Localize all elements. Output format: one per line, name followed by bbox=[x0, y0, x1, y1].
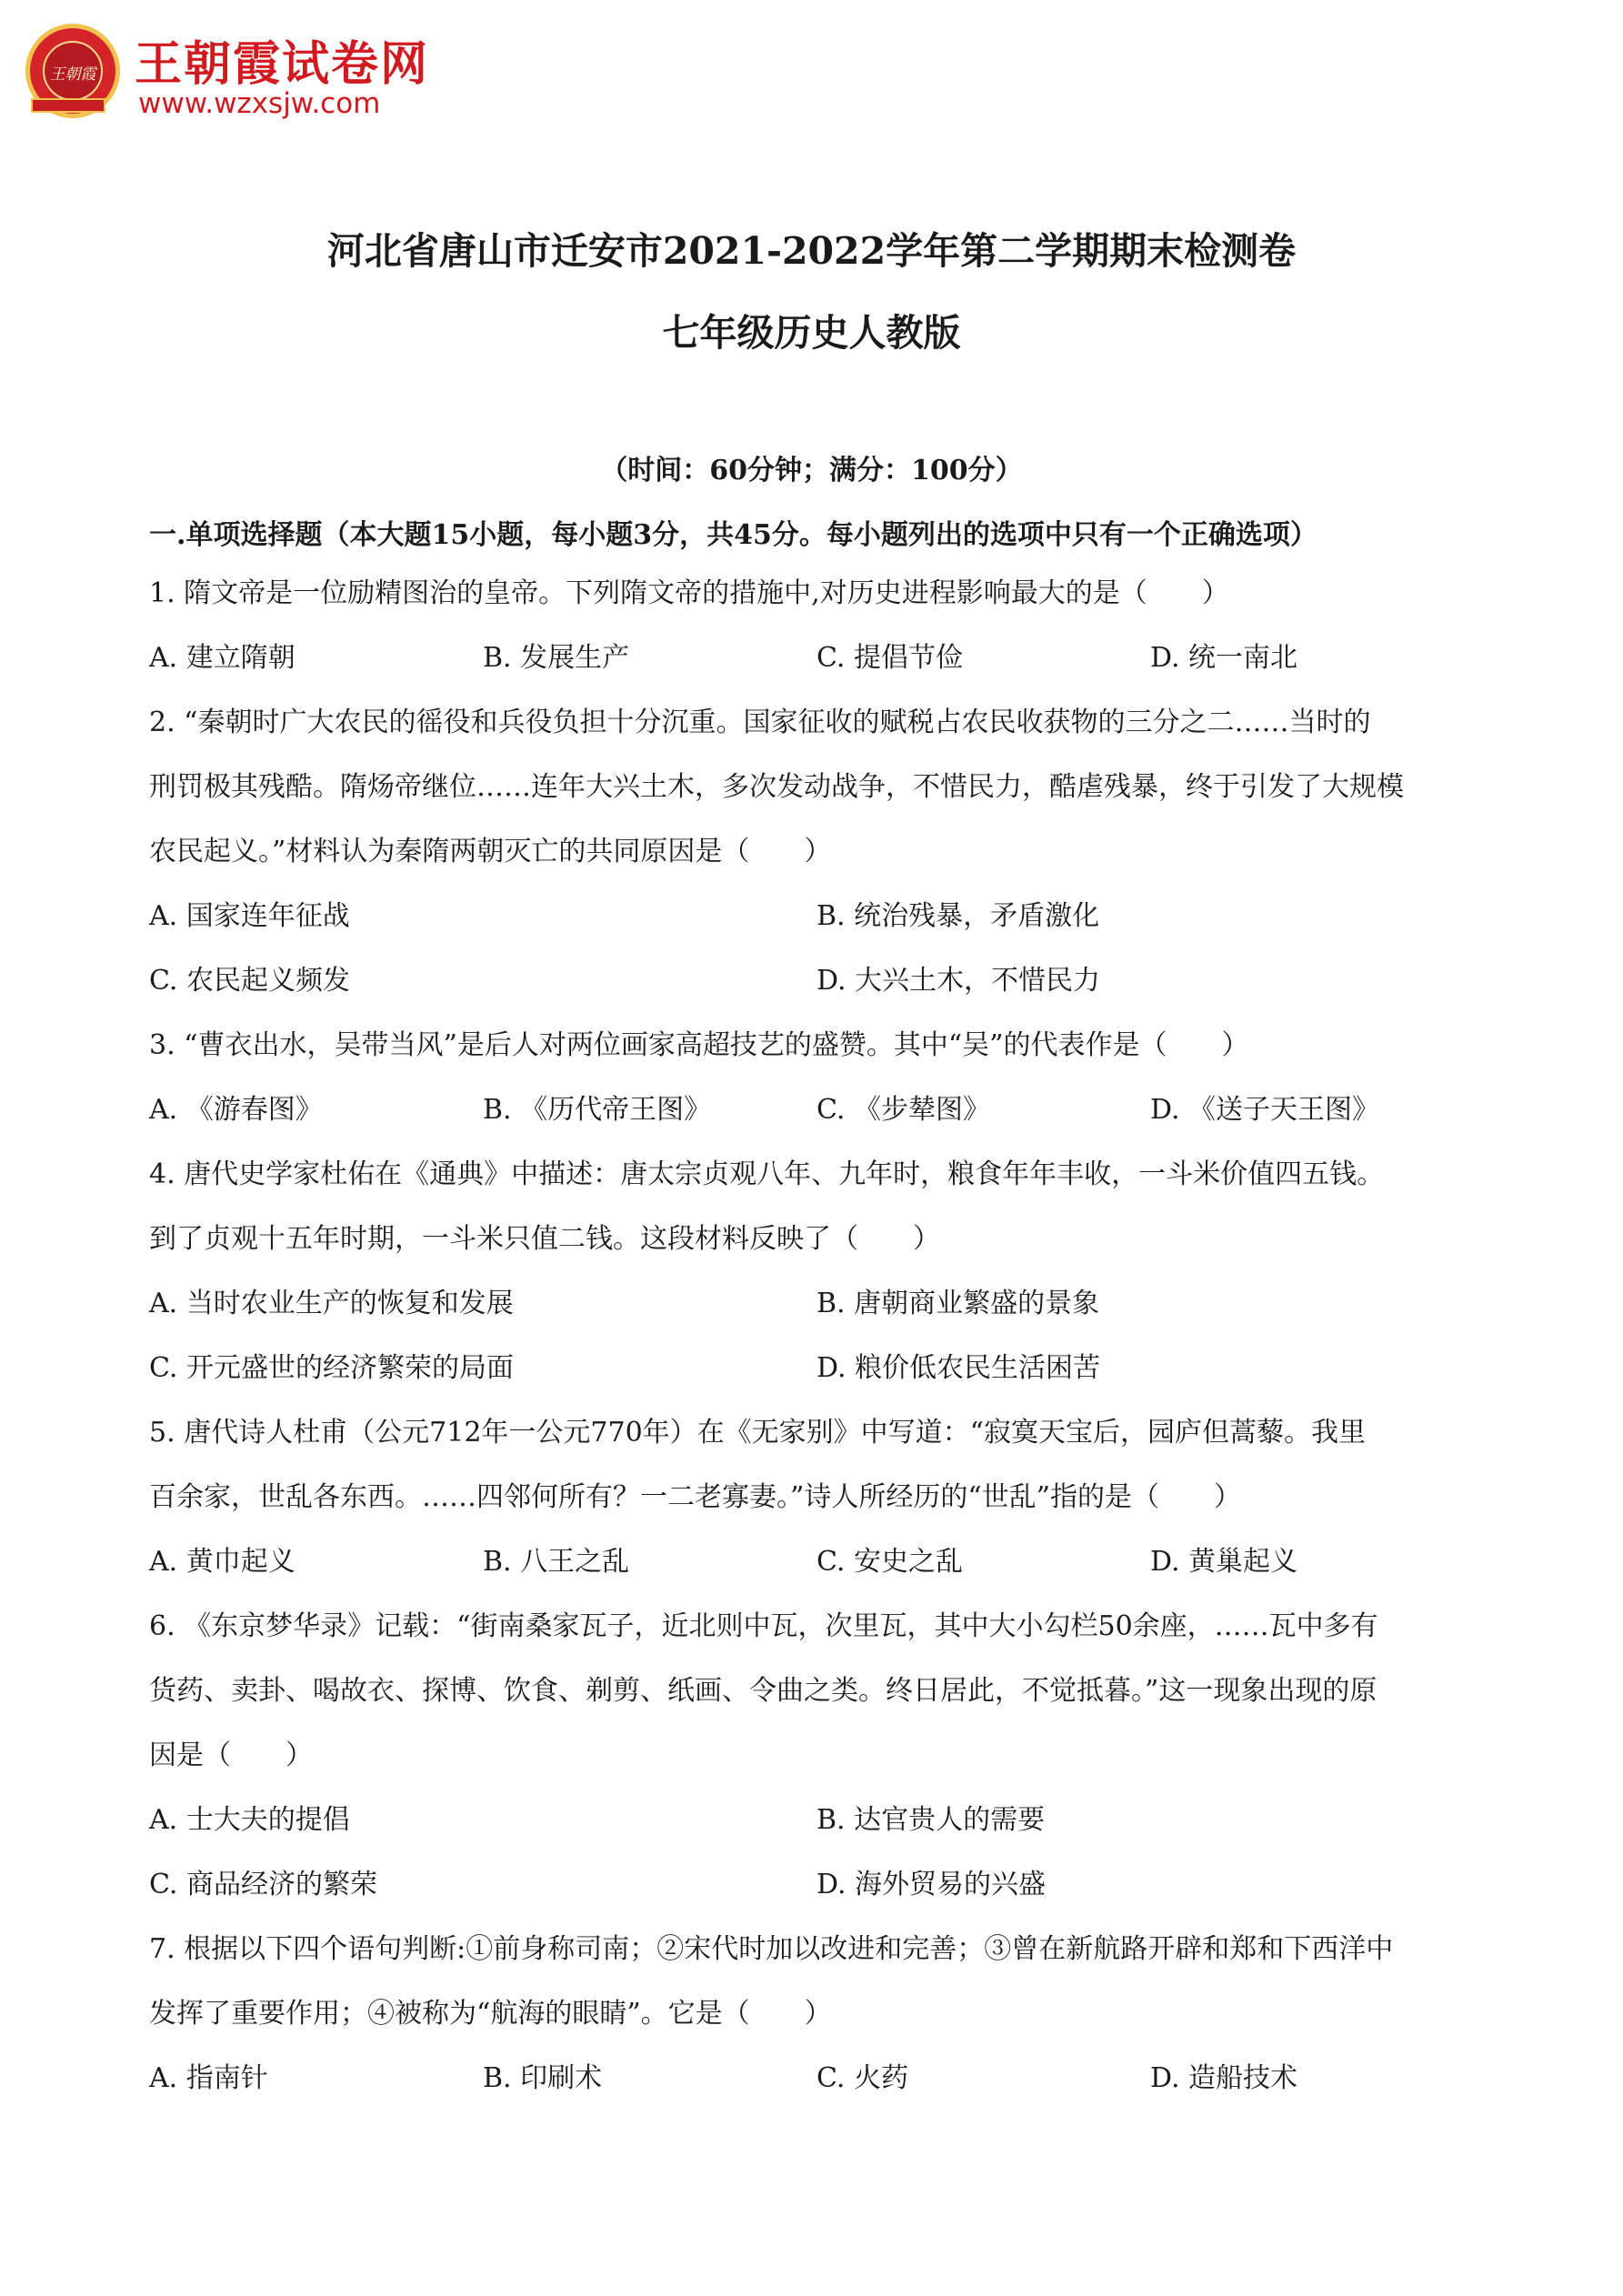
question-4-line-2: 到了贞观十五年时期，一斗米只值二钱。这段材料反映了（ ） bbox=[149, 1223, 940, 1255]
site-logo bbox=[25, 24, 430, 124]
q5-option-a: A. 黄巾起义 bbox=[149, 1546, 296, 1578]
question-1-line-1: 1. 隋文帝是一位励精图治的皇帝。下列隋文帝的措施中,对历史进程影响最大的是（ ） bbox=[149, 577, 1229, 609]
question-7-line-1: 7. 根据以下四个语句判断:①前身称司南；②宋代时加以改进和完善；③曾在新航路开辟和郑和下西洋中 bbox=[149, 1933, 1394, 1965]
exam-title: 河北省唐山市迁安市2021-2022学年第二学期期末检测卷 bbox=[326, 229, 1297, 273]
q2-option-d: D. 大兴土木，不惜民力 bbox=[817, 965, 1101, 997]
question-5-line-2: 百余家，世乱各东西。……四邻何所有？一二老寡妻。”诗人所经历的“世乱”指的是（ ） bbox=[149, 1481, 1242, 1513]
q4-option-c: C. 开元盛世的经济繁荣的局面 bbox=[149, 1352, 514, 1384]
q6-option-c: C. 商品经济的繁荣 bbox=[149, 1869, 377, 1900]
q7-option-b: B. 印刷术 bbox=[483, 2062, 603, 2094]
q4-option-b: B. 唐朝商业繁盛的景象 bbox=[817, 1288, 1100, 1319]
q6-option-d: D. 海外贸易的兴盛 bbox=[817, 1869, 1047, 1900]
q3-option-b: B. 《历代帝王图》 bbox=[483, 1094, 712, 1126]
section-heading: 一.单项选择题（本大题15小题，每小题3分，共45分。每小题列出的选项中只有一个正确选项） bbox=[149, 519, 1317, 551]
seal-emblem: 王朝霞 bbox=[25, 24, 120, 118]
q6-option-b: B. 达官贵人的需要 bbox=[817, 1804, 1046, 1836]
q5-option-c: C. 安史之乱 bbox=[817, 1546, 963, 1578]
question-7-line-2: 发挥了重要作用；④被称为“航海的眼睛”。它是（ ） bbox=[149, 1998, 832, 2030]
q6-option-a: A. 士大夫的提倡 bbox=[149, 1804, 350, 1836]
exam-meta: （时间：60分钟；满分：100分） bbox=[600, 455, 1023, 486]
seal-ribbon bbox=[31, 98, 105, 113]
q1-option-b: B. 发展生产 bbox=[483, 642, 630, 674]
question-6-line-3: 因是（ ） bbox=[149, 1740, 313, 1771]
q1-option-d: D. 统一南北 bbox=[1150, 642, 1298, 674]
question-6-line-1: 6. 《东京梦华录》记载：“街南桑家瓦子，近北则中瓦，次里瓦，其中大小勾栏50余座，……瓦中多有 bbox=[149, 1610, 1378, 1642]
question-5-line-1: 5. 唐代诗人杜甫（公元712年一公元770年）在《无家别》中写道：“寂寞天宝后，园庐但蒿藜。我里 bbox=[149, 1417, 1367, 1449]
exam-subtitle: 七年级历史人教版 bbox=[662, 311, 961, 355]
q7-option-d: D. 造船技术 bbox=[1150, 2062, 1298, 2094]
q2-option-c: C. 农民起义频发 bbox=[149, 965, 350, 997]
question-2-line-3: 农民起义。”材料认为秦隋两朝灭亡的共同原因是（ ） bbox=[149, 836, 832, 867]
question-2-line-1: 2. “秦朝时广大农民的徭役和兵役负担十分沉重。国家征收的赋税占农民收获物的三分之二……当时的 bbox=[149, 707, 1371, 738]
question-6-line-2: 货药、卖卦、喝故衣、探博、饮食、剃剪、纸画、令曲之类。终日居此，不觉抵暮。”这一现象出现的原 bbox=[149, 1675, 1378, 1707]
question-3-line-1: 3. “曹衣出水，吴带当风”是后人对两位画家高超技艺的盛赞。其中“吴”的代表作是（ ） bbox=[149, 1029, 1249, 1061]
q2-option-b: B. 统治残暴，矛盾激化 bbox=[817, 900, 1100, 932]
q4-option-d: D. 粮价低农民生活困苦 bbox=[817, 1352, 1101, 1384]
question-2-line-2: 刑罚极其残酷。隋炀帝继位……连年大兴土木，多次发动战争，不惜民力，酷虐残暴，终于引发了大规模 bbox=[149, 771, 1404, 803]
q4-option-a: A. 当时农业生产的恢复和发展 bbox=[149, 1288, 514, 1319]
question-4-line-1: 4. 唐代史学家杜佑在《通典》中描述：唐太宗贞观八年、九年时，粮食年年丰收，一斗米价值四五钱。 bbox=[149, 1158, 1385, 1190]
q3-option-d: D. 《送子天王图》 bbox=[1150, 1094, 1380, 1126]
q1-option-c: C. 提倡节俭 bbox=[817, 642, 963, 674]
q3-option-c: C. 《步辇图》 bbox=[817, 1094, 990, 1126]
brand-url[interactable]: www.wzxsjw.com bbox=[138, 87, 381, 120]
q7-option-c: C. 火药 bbox=[817, 2062, 908, 2094]
q7-option-a: A. 指南针 bbox=[149, 2062, 268, 2094]
q5-option-d: D. 黄巢起义 bbox=[1150, 1546, 1298, 1578]
q3-option-a: A. 《游春图》 bbox=[149, 1094, 323, 1126]
q5-option-b: B. 八王之乱 bbox=[483, 1546, 630, 1578]
q1-option-a: A. 建立隋朝 bbox=[149, 642, 296, 674]
brand-name: 王朝霞试卷网 bbox=[135, 37, 430, 92]
q2-option-a: A. 国家连年征战 bbox=[149, 900, 350, 932]
